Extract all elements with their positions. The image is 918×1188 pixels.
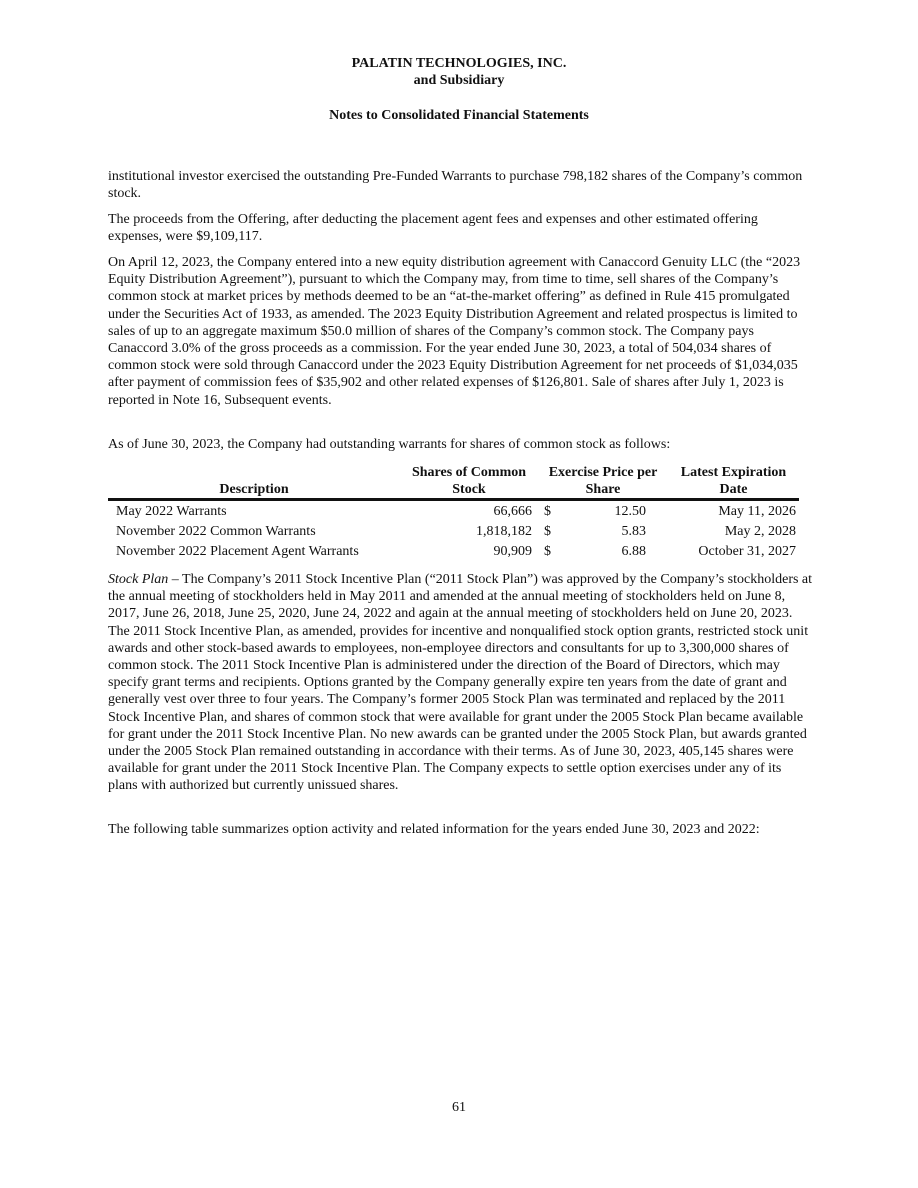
row-price-cell — [538, 541, 668, 561]
row-price-cell — [538, 500, 668, 522]
header-exercise-price: Exercise Price per Share — [538, 464, 668, 500]
stock-plan-body: – The Company’s 2011 Stock Incentive Plan (“2011 Stock Plan”) was approved by the Company’s stockholders at the annual meeting of stockholders held in May 2011 and amended at the annual meeting of stockholders held on June 8, 2017, June 26, 2018, June 25, 2020, June 24, 2022 and again at the annual meeting of stockholders held on June 20, 2023. The 2011 Stock Incentive Plan, as amended, provides for incentive and nonqualified stock option grants, restricted stock unit awards and other stock-based awards to employees, non-employee directors and consultants for up to 3,300,000 shares of common stock. The 2011 Stock Incentive Plan is administered under the direction of the Board of Directors, which may specify grant terms and recipients. Options granted by the Company generally expire ten years from the date of grant and generally vest over three to four years. The Company’s former 2005 Stock Plan was terminated and replaced by the 2011 Stock Incentive Plan, and shares of common stock that were available for grant under the 2005 Stock Plan became available for grant under the 2011 Stock Incentive Plan. No new awards can be granted under the 2005 Stock Plan, but awards granted under the 2005 Stock Plan remained outstanding in accordance with their terms. As of June 30, 2023, 405,145 shares were available for grant under the 2011 Stock Incentive Plan. The Company expects to settle option exercises under any of its plans with authorized but currently unissued shares. — [108, 572, 813, 794]
row-description: May 2022 Warrants — [116, 504, 227, 519]
row-price: 5.83 — [621, 524, 646, 539]
row-expiration: October 31, 2027 — [698, 544, 796, 559]
paragraph-equity-distribution: On April 12, 2023, the Company entered into a new equity distribution agreement with Canaccord Genuity LLC (the “2023 Equity Distribution Agreement”), pursuant to which the Company may, from time to time, sell shares of the Company’s common stock at market prices by methods deemed to be an “at-the-market offering” as defined in Rule 415 promulgated under the Securities Act of 1933, as amended. The 2023 Equity Distribution Agreement and related prospectus is limited to sales of up to an aggregate maximum $50.0 million of shares of the Company’s common stock. The Company pays Canaccord 3.0% of the gross proceeds as a commission. For the year ended June 30, 2023, a total of 504,034 shares of common stock were sold through Canaccord under the 2023 Equity Distribution Agreement for net proceeds of $1,034,035 after payment of commission fees of $35,902 and other related expenses of $126,801. Sale of shares after July 1, 2023 is reported in Note 16, Subsequent events. — [108, 255, 801, 408]
company-name: PALATIN TECHNOLOGIES, INC. — [351, 56, 567, 71]
paragraph-offering-proceeds: The proceeds from the Offering, after deducting the placement agent fees and expenses and other estimated offering expenses, were $9,109,117. — [108, 212, 758, 245]
header-expiration-date: Latest Expiration Date — [668, 464, 799, 500]
row-price-cell — [538, 521, 668, 541]
currency-symbol: $ — [544, 504, 551, 519]
paragraph-option-table-intro: The following table summarizes option activity and related information for the years ended June 30, 2023 and 2022: — [108, 822, 760, 837]
table-row — [108, 541, 799, 561]
row-description: November 2022 Placement Agent Warrants — [116, 544, 359, 559]
row-shares: 90,909 — [493, 544, 532, 559]
header-shares: Shares of Common Stock — [400, 464, 538, 500]
warrants-table-header — [108, 464, 799, 500]
row-expiration: May 11, 2026 — [718, 504, 796, 519]
page-number: 61 — [452, 1100, 466, 1115]
row-shares: 1,818,182 — [476, 524, 532, 539]
row-shares: 66,666 — [493, 504, 532, 519]
table-row — [108, 521, 799, 541]
paragraph-stock-plan — [108, 571, 813, 795]
currency-symbol: $ — [544, 544, 551, 559]
row-price: 12.50 — [614, 504, 646, 519]
paragraph-warrants-intro: As of June 30, 2023, the Company had outstanding warrants for shares of common stock as follows: — [108, 437, 671, 452]
warrants-table — [108, 464, 799, 561]
stock-plan-heading: Stock Plan — [108, 572, 169, 587]
row-description: November 2022 Common Warrants — [116, 524, 316, 539]
subsidiary-line: and Subsidiary — [413, 73, 505, 88]
table-row — [108, 500, 799, 522]
header-description: Description — [108, 464, 400, 500]
currency-symbol: $ — [544, 524, 551, 539]
section-title: Notes to Consolidated Financial Statements — [329, 108, 589, 123]
paragraph-warrant-exercise: institutional investor exercised the outstanding Pre-Funded Warrants to purchase 798,182 shares of the Company’s common stock. — [108, 169, 803, 202]
row-expiration: May 2, 2028 — [724, 524, 796, 539]
row-price: 6.88 — [621, 544, 646, 559]
